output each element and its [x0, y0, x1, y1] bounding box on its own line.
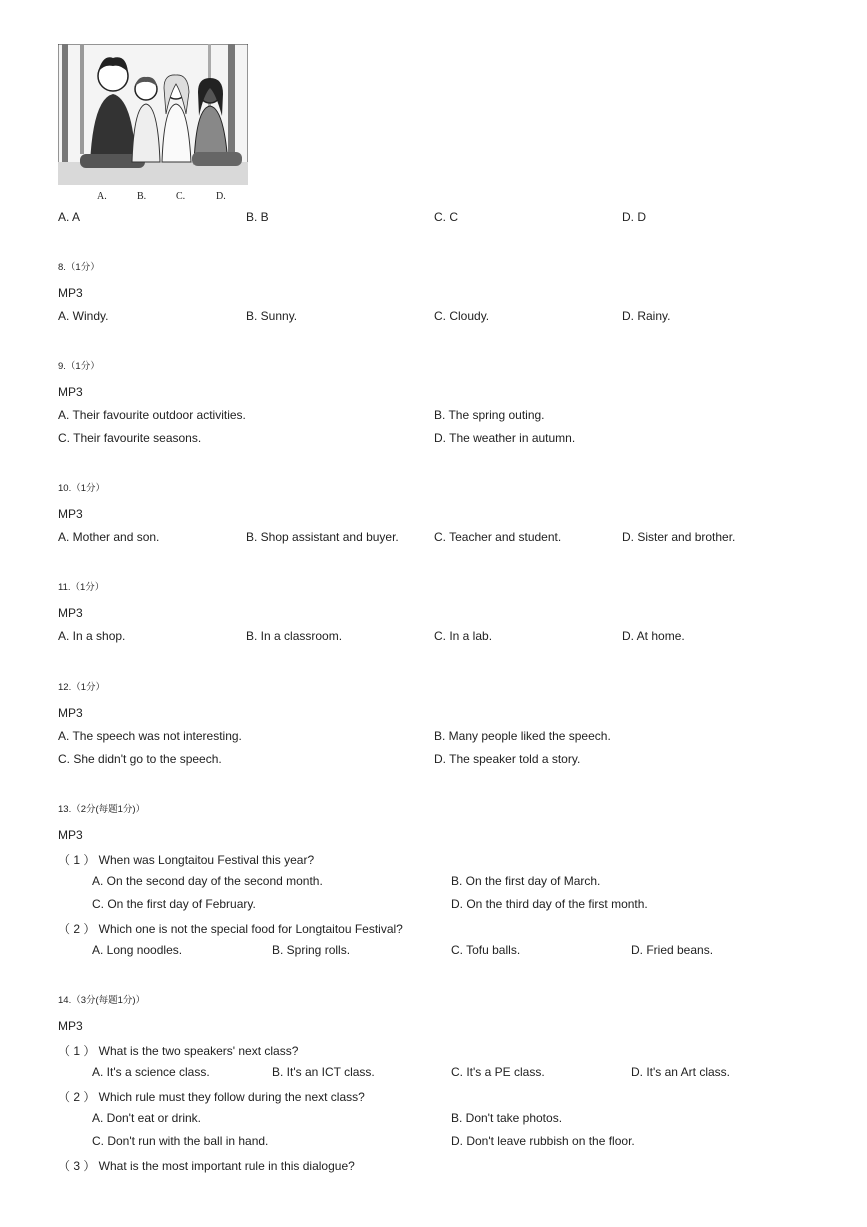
q14-2-option-b[interactable]: B. Don't take photos. [451, 1111, 563, 1125]
question-header: 14.（3分(每题1分)） [58, 995, 146, 1006]
audio-label[interactable]: MP3 [58, 828, 83, 842]
q11-option-c[interactable]: C. In a lab. [434, 629, 493, 643]
question-header: 10.（1分） [58, 483, 105, 494]
sub-question-text: （ 1 ） What is the two speakers' next class? [58, 1044, 299, 1058]
q14-2-option-a[interactable]: A. Don't eat or drink. [92, 1111, 202, 1125]
audio-label[interactable]: MP3 [58, 1019, 83, 1033]
q9-option-d[interactable]: D. The weather in autumn. [434, 431, 576, 445]
q10-option-b[interactable]: B. Shop assistant and buyer. [246, 530, 399, 544]
q7-option-d[interactable]: D. D [622, 210, 646, 224]
question-header: 9.（1分） [58, 361, 100, 372]
q9-option-a[interactable]: A. Their favourite outdoor activities. [58, 408, 246, 422]
audio-label[interactable]: MP3 [58, 385, 83, 399]
question-header: 8.（1分） [58, 262, 100, 273]
q10-option-c[interactable]: C. Teacher and student. [434, 530, 562, 544]
q8-option-d[interactable]: D. Rainy. [622, 309, 671, 323]
q12-option-a[interactable]: A. The speech was not interesting. [58, 729, 242, 743]
q12-option-c[interactable]: C. She didn't go to the speech. [58, 752, 222, 766]
q13-2-option-a[interactable]: A. Long noodles. [92, 943, 183, 957]
audio-label[interactable]: MP3 [58, 606, 83, 620]
q10-option-a[interactable]: A. Mother and son. [58, 530, 160, 544]
q11-option-a[interactable]: A. In a shop. [58, 629, 126, 643]
audio-label[interactable]: MP3 [58, 286, 83, 300]
q8-option-b[interactable]: B. Sunny. [246, 309, 298, 323]
audio-label[interactable]: MP3 [58, 706, 83, 720]
audio-label[interactable]: MP3 [58, 507, 83, 521]
image-label-a: A. [97, 191, 107, 202]
q14-1-option-c[interactable]: C. It's a PE class. [451, 1065, 545, 1079]
image-label-c: C. [176, 191, 186, 202]
q11-option-d[interactable]: D. At home. [622, 629, 685, 643]
sub-question-text: （ 2 ） Which rule must they follow during the next class? [58, 1090, 365, 1104]
q11-option-b[interactable]: B. In a classroom. [246, 629, 343, 643]
q13-2-option-c[interactable]: C. Tofu balls. [451, 943, 521, 957]
q14-2-option-c[interactable]: C. Don't run with the ball in hand. [92, 1134, 269, 1148]
q8-option-a[interactable]: A. Windy. [58, 309, 109, 323]
q13-2-option-d[interactable]: D. Fried beans. [631, 943, 714, 957]
q14-1-option-b[interactable]: B. It's an ICT class. [272, 1065, 375, 1079]
sub-question-text: （ 1 ） When was Longtaitou Festival this year? [58, 853, 315, 867]
q14-2-option-d[interactable]: D. Don't leave rubbish on the floor. [451, 1134, 635, 1148]
question-header: 11.（1分） [58, 582, 105, 593]
image-label-d: D. [216, 191, 226, 202]
q8-option-c[interactable]: C. Cloudy. [434, 309, 490, 323]
q7-option-c[interactable]: C. C [434, 210, 458, 224]
q9-option-c[interactable]: C. Their favourite seasons. [58, 431, 202, 445]
q13-1-option-b[interactable]: B. On the first day of March. [451, 874, 601, 888]
q14-1-option-a[interactable]: A. It's a science class. [92, 1065, 210, 1079]
q7-option-a[interactable]: A. A [58, 210, 81, 224]
image-label-b: B. [137, 191, 147, 202]
question-header: 12.（1分） [58, 682, 105, 693]
q10-option-d[interactable]: D. Sister and brother. [622, 530, 736, 544]
q12-option-d[interactable]: D. The speaker told a story. [434, 752, 581, 766]
q7-option-b[interactable]: B. B [246, 210, 269, 224]
q12-option-b[interactable]: B. Many people liked the speech. [434, 729, 611, 743]
q13-1-option-d[interactable]: D. On the third day of the first month. [451, 897, 648, 911]
q14-1-option-d[interactable]: D. It's an Art class. [631, 1065, 730, 1079]
sub-question-text: （ 2 ） Which one is not the special food for Longtaitou Festival? [58, 922, 403, 936]
question-header: 13.（2分(每题1分)） [58, 804, 146, 815]
q13-2-option-b[interactable]: B. Spring rolls. [272, 943, 351, 957]
q13-1-option-a[interactable]: A. On the second day of the second month. [92, 874, 323, 888]
sub-question-text: （ 3 ） What is the most important rule in this dialogue? [58, 1159, 355, 1173]
four-students-illustration [58, 44, 248, 185]
q9-option-b[interactable]: B. The spring outing. [434, 408, 545, 422]
q13-1-option-c[interactable]: C. On the first day of February. [92, 897, 256, 911]
